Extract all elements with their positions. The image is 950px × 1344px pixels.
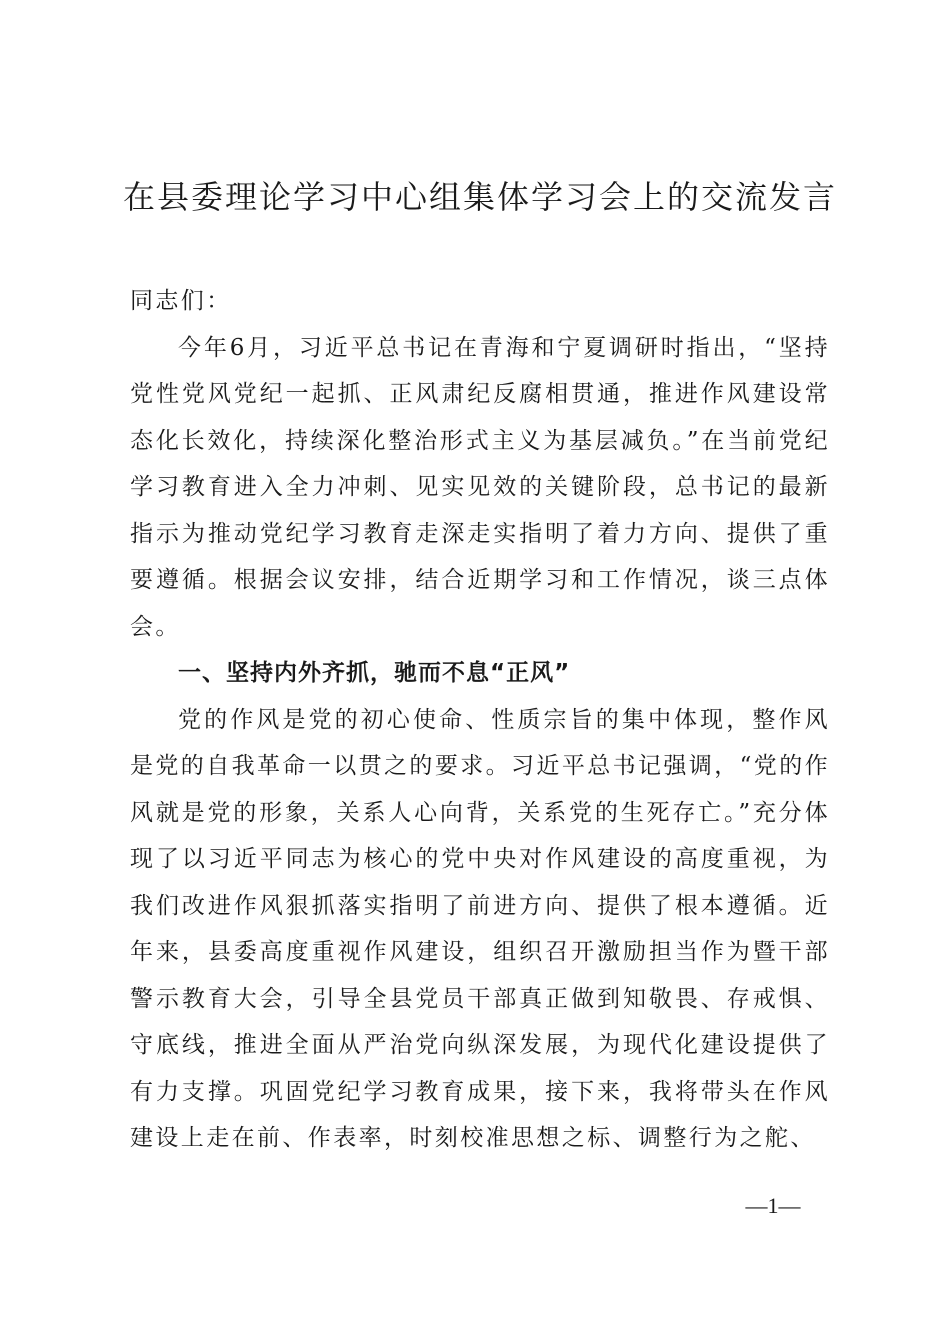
document-body bbox=[130, 278, 830, 1162]
section-1-heading: 一、坚持内外齐抓，驰而不息“正风” bbox=[178, 660, 571, 686]
page-number: —1— bbox=[745, 1193, 801, 1218]
intro-paragraph: 今年6月，习近平总书记在青海和宁夏调研时指出，“坚持党性党风党纪一起抓、正风肃纪反腐相贯通，推进作风建设常态化长效化，持续深化整治形式主义为基层减负。”在当前党纪学习教育进入全力冲刺、见实见效的关键阶段，总书记的最新指示为推动党纪学习教育走深走实指明了着力方向、提供了重要遵循。根据会议安排，结合近期学习和工作情况，谈三点体会。 bbox=[130, 334, 830, 640]
document-title: 在县委理论学习中心组集体学习会上的交流发言 bbox=[122, 178, 837, 216]
salutation: 同志们： bbox=[130, 288, 232, 314]
section-1-paragraph: 党的作风是党的初心使命、性质宗旨的集中体现，整作风是党的自我革命一以贯之的要求。习近平总书记强调，“党的作风就是党的形象，关系人心向背，关系党的生死存亡。”充分体现了以习近平同志为核心的党中央对作风建设的高度重视，为我们改进作风狠抓落实指明了前进方向、提供了根本遵循。近年来，县委高度重视作风建设，组织召开激励担当作为暨干部警示教育大会，引导全县党员干部真正做到知敬畏、存戒惧、守底线，推进全面从严治党向纵深发展，为现代化建设提供了有力支撑。巩固党纪学习教育成果，接下来，我将带头在作风建设上走在前、作表率，时刻校准思想之标、调整行为之舵、 bbox=[130, 706, 830, 1151]
